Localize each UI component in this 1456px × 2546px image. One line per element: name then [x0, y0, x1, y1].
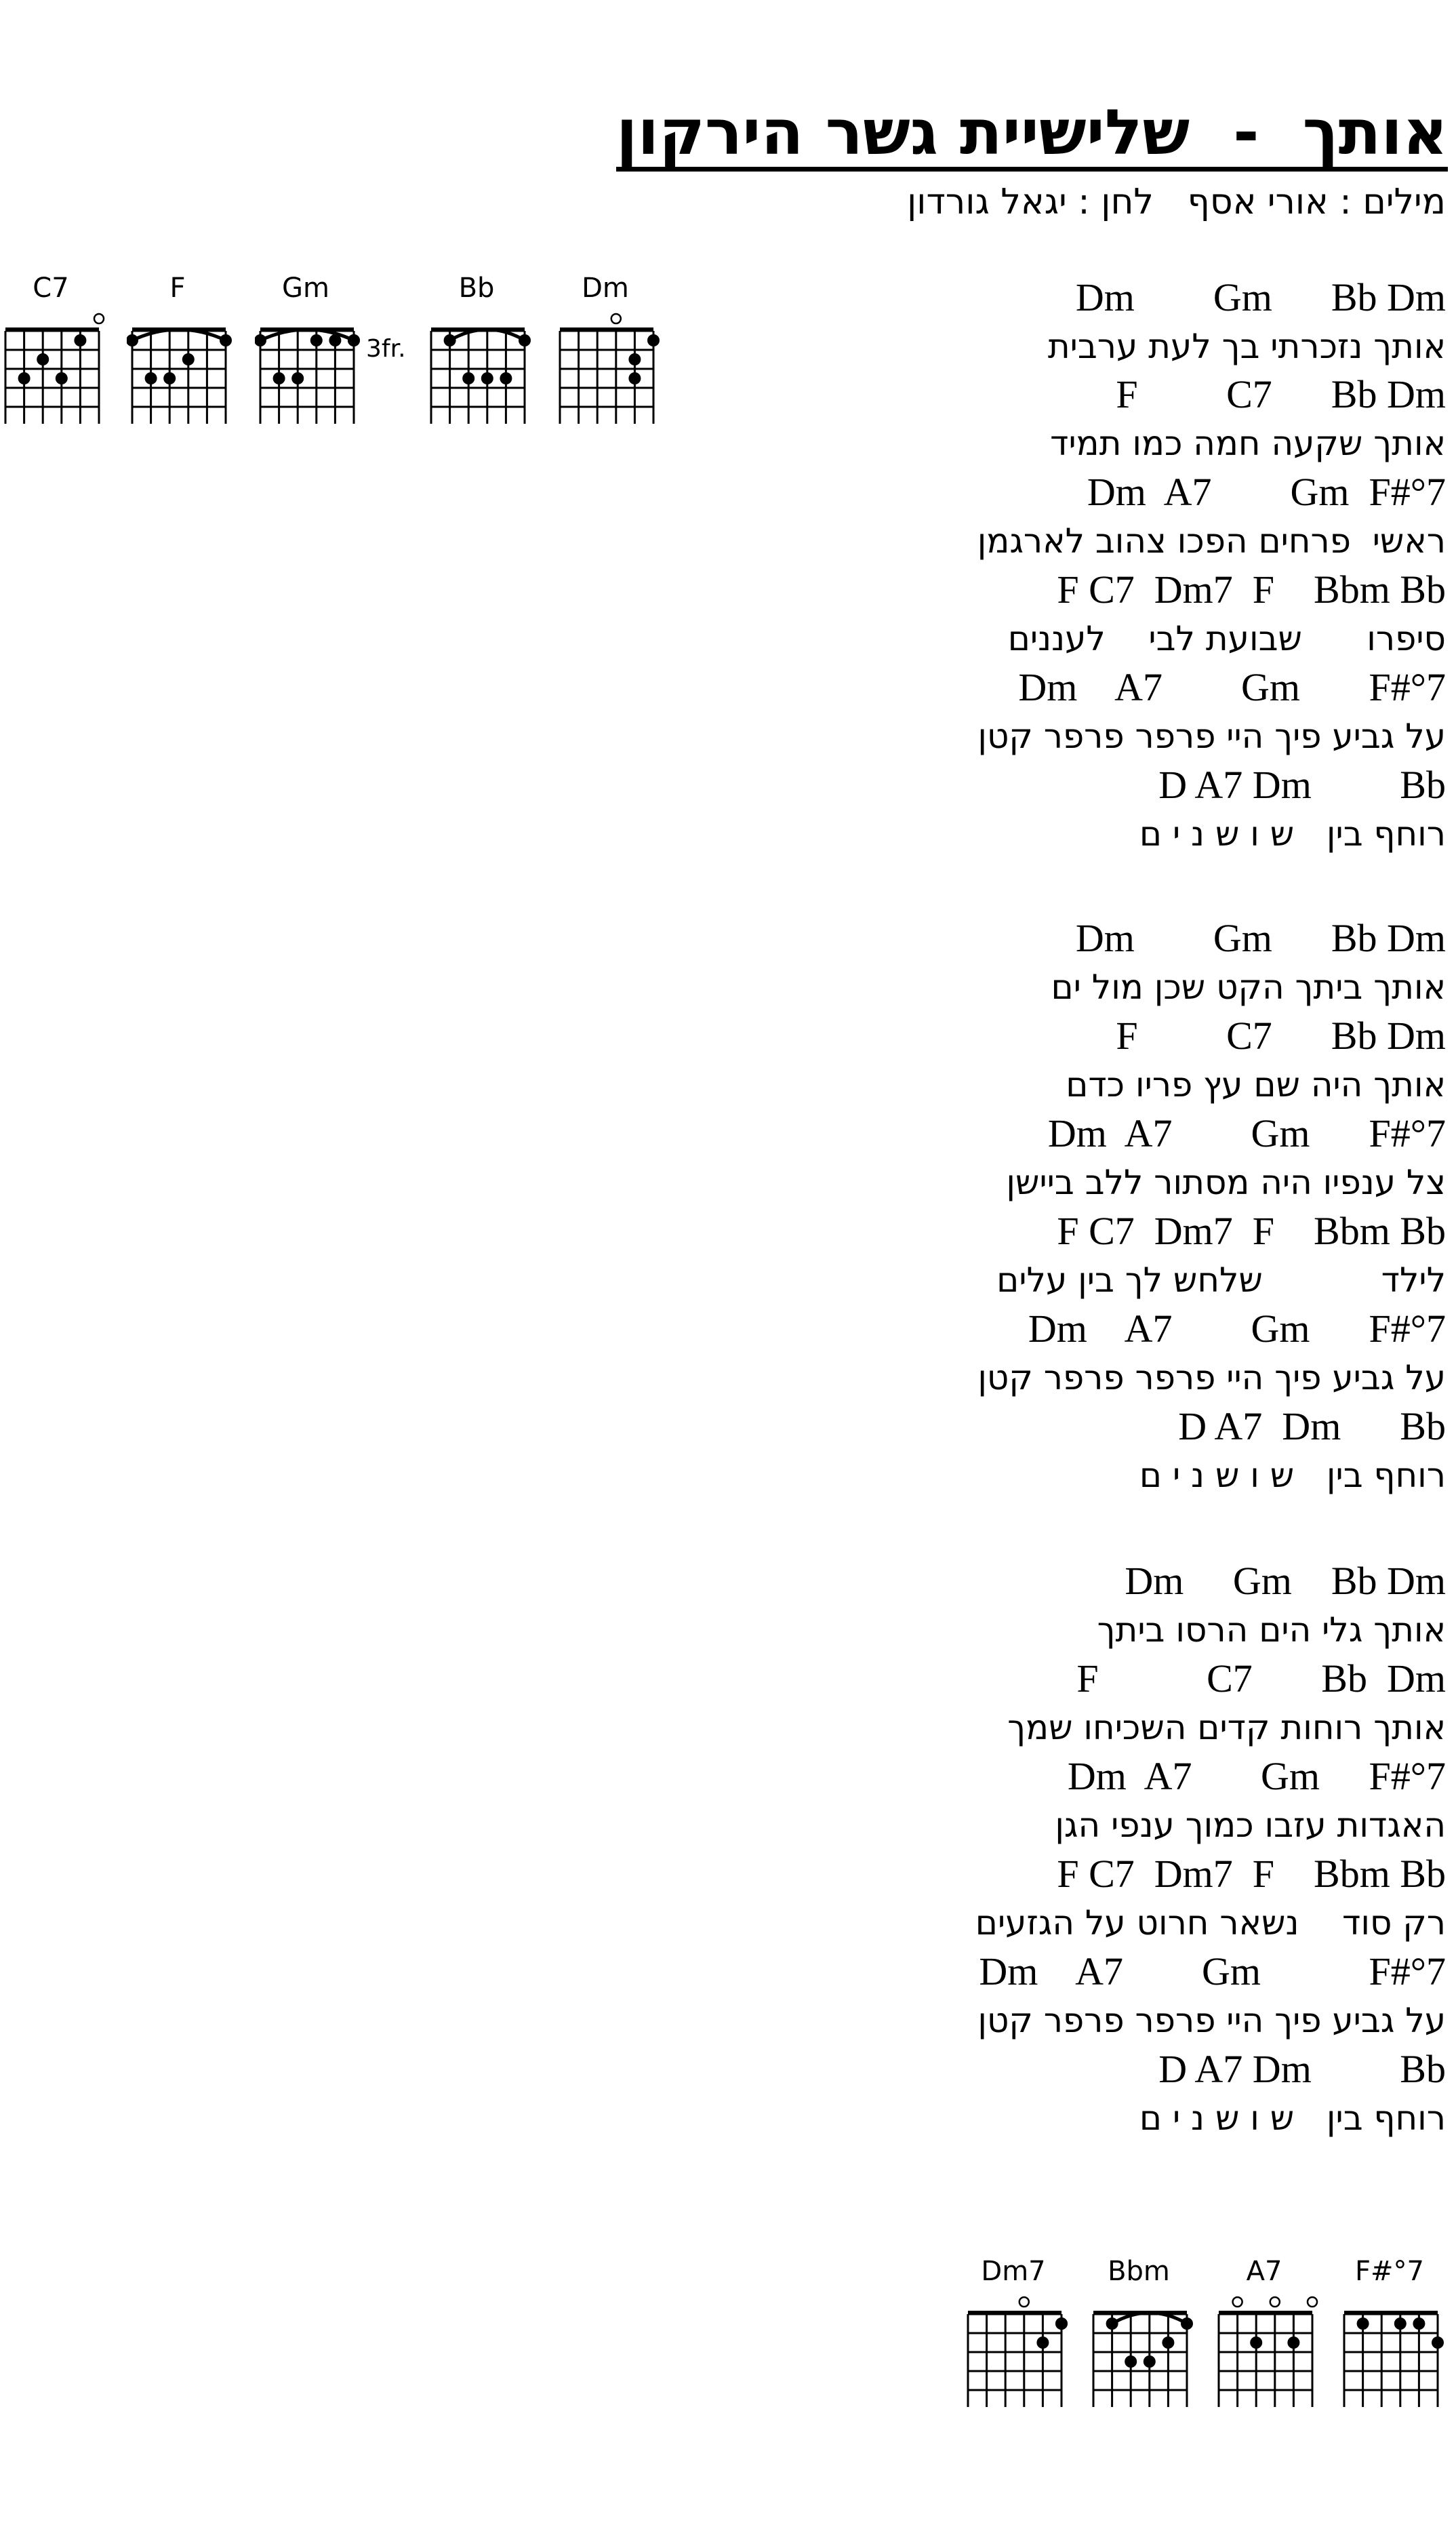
- chord-line: F C7 Dm7 F Bbm Bb: [1057, 1209, 1446, 1253]
- finger-dot: [255, 334, 266, 346]
- fretboard-grid: [0, 312, 108, 424]
- chord-line: D A7 Dm Bb: [1158, 2047, 1446, 2091]
- chord-diagram-name: C7: [33, 273, 69, 304]
- chord-line: Dm Gm Bb Dm: [1075, 916, 1446, 960]
- fretboard-grid: [426, 312, 534, 424]
- chord-diagram-name: Dm7: [981, 2256, 1046, 2287]
- chord-diagram: [1339, 2258, 1447, 2407]
- finger-dot: [56, 372, 68, 384]
- finger-dot: [1036, 2336, 1049, 2349]
- finger-dot: [1106, 2318, 1118, 2330]
- song-title: אותך - שלישיית גשר הירקון: [616, 102, 1448, 172]
- chord-line: Dm A7 Gm F#°7: [1047, 1111, 1446, 1155]
- chord-line: Dm A7 Gm F#°7: [1067, 1754, 1446, 1798]
- lyric-line: על גביע פיך היי פרפר פרפר קטן: [912, 2001, 1446, 2040]
- finger-dot: [647, 334, 660, 346]
- lyric-line: רק סוד נשאר חרוט על הגזעים: [975, 1903, 1446, 1943]
- lyric-line: רוחף בין ש ו ש נ י ם: [1139, 1456, 1446, 1495]
- chord-diagram: [127, 275, 235, 424]
- chord-diagram: [0, 275, 108, 424]
- finger-dot: [145, 372, 157, 384]
- lyric-line: רוחף בין ש ו ש נ י ם: [1139, 814, 1446, 854]
- chord-line: F C7 Bb Dm: [1116, 372, 1446, 416]
- lyric-line: אותך ביתך הקט שכן מול ים: [1051, 968, 1446, 1007]
- chord-line: Dm A7 Gm F#°7: [1018, 665, 1446, 709]
- finger-dot: [1287, 2336, 1299, 2349]
- lyric-line: אותך רוחות קדים השכיחו שמך: [1007, 1708, 1446, 1747]
- chord-diagram-name: A7: [1246, 2256, 1282, 2287]
- finger-dot: [310, 334, 323, 346]
- chord-diagram: [1213, 2258, 1322, 2407]
- lyric-line: ראשי פרחים הפכו צהוב לארגמן: [977, 521, 1446, 561]
- lyric-line: האגדות עזבו כמוך ענפי הגן: [1055, 1806, 1446, 1845]
- chord-diagram: [963, 2258, 1071, 2407]
- finger-dot: [1144, 2355, 1156, 2368]
- finger-dot: [74, 334, 86, 346]
- chord-line: F C7 Dm7 F Bbm Bb: [1057, 1852, 1446, 1896]
- finger-dot: [1162, 2336, 1174, 2349]
- chord-diagram: [255, 275, 363, 424]
- fretboard-grid: [255, 312, 363, 424]
- finger-dot: [1125, 2355, 1137, 2368]
- finger-dot: [329, 334, 341, 346]
- chord-diagram: [1088, 2258, 1196, 2407]
- finger-dot: [1413, 2318, 1425, 2330]
- open-string-mark: [94, 314, 104, 323]
- chord-line: Dm A7 Gm F#°7: [1028, 1307, 1446, 1351]
- chord-line: F C7 Bb Dm: [1116, 1014, 1446, 1058]
- fretboard-grid: [127, 312, 235, 424]
- finger-dot: [220, 334, 232, 346]
- open-string-mark: [1019, 2297, 1029, 2307]
- finger-dot: [462, 372, 474, 384]
- lyric-line: אותך נזכרתי בך לעת ערבית: [1036, 327, 1446, 366]
- chord-line: Dm Gm Bb Dm: [1075, 275, 1446, 319]
- open-string-mark: [1233, 2297, 1242, 2307]
- chord-diagram: [426, 275, 534, 424]
- chord-diagram-name: Gm: [282, 273, 329, 304]
- chord-line: F C7 Bb Dm: [1076, 1656, 1446, 1700]
- lyric-line: על גביע פיך היי פרפר פרפר קטן: [912, 717, 1446, 756]
- finger-dot: [127, 334, 138, 346]
- chord-diagram-name: Dm: [582, 273, 629, 304]
- lyric-line: לילד שלחש לך בין עלים: [996, 1260, 1446, 1300]
- chord-line: Dm Gm Bb Dm: [1125, 1559, 1446, 1603]
- finger-dot: [291, 372, 304, 384]
- finger-dot: [1181, 2318, 1193, 2330]
- chord-line: Dm A7 Gm F#°7: [1087, 470, 1446, 514]
- finger-dot: [1055, 2318, 1068, 2330]
- finger-dot: [273, 372, 285, 384]
- finger-dot: [182, 353, 195, 365]
- fretboard-grid: [554, 312, 663, 424]
- chord-line: D A7 Dm Bb: [1158, 763, 1446, 807]
- lyric-line: אותך היה שם עץ פריו כדם: [1066, 1065, 1446, 1105]
- fretboard-grid: [1088, 2295, 1196, 2407]
- chord-diagram-name: Bb: [458, 273, 495, 304]
- finger-dot: [163, 372, 176, 384]
- lyric-line: רוחף בין ש ו ש נ י ם: [1139, 2099, 1446, 2138]
- finger-dot: [1432, 2336, 1444, 2349]
- chord-diagram-name: F#°7: [1355, 2256, 1424, 2287]
- lyric-line: אותך שקעה חמה כמו תמיד: [1050, 424, 1446, 463]
- chord-diagram-name: F: [169, 273, 186, 304]
- fretboard-grid: [1213, 2295, 1322, 2407]
- finger-dot: [444, 334, 456, 346]
- finger-dot: [1250, 2336, 1262, 2349]
- song-credits: מילים : אורי אסף לחן : יגאל גורדון: [907, 182, 1446, 222]
- lyric-line: על גביע פיך היי פרפר פרפר קטן: [977, 1358, 1446, 1397]
- finger-dot: [1394, 2318, 1407, 2330]
- finger-dot: [18, 372, 31, 384]
- finger-dot: [500, 372, 512, 384]
- fretboard-grid: [1339, 2295, 1447, 2407]
- finger-dot: [1357, 2318, 1369, 2330]
- fretboard-grid: [963, 2295, 1071, 2407]
- finger-dot: [519, 334, 531, 346]
- lyric-line: סיפרו שבועת לבי לעננים: [1007, 619, 1446, 658]
- finger-dot: [348, 334, 360, 346]
- chord-diagram-name: Bbm: [1108, 2256, 1170, 2287]
- finger-dot: [628, 372, 641, 384]
- lyric-line: אותך גלי הים הרסו ביתך: [1097, 1610, 1446, 1650]
- finger-dot: [37, 353, 49, 365]
- open-string-mark: [1270, 2297, 1280, 2307]
- lyric-line: צל ענפיו היה מסתור ללב ביישן: [1006, 1163, 1446, 1202]
- chord-line: F C7 Dm7 F Bbm Bb: [1057, 568, 1446, 612]
- fret-position-label: 3fr.: [366, 335, 406, 363]
- chord-line: D A7 Dm Bb: [1178, 1404, 1446, 1448]
- finger-dot: [628, 353, 641, 365]
- open-string-mark: [1308, 2297, 1317, 2307]
- chord-line: Dm A7 Gm F#°7: [979, 1949, 1446, 1993]
- finger-dot: [481, 372, 493, 384]
- chord-diagram: [554, 275, 663, 424]
- open-string-mark: [611, 314, 621, 323]
